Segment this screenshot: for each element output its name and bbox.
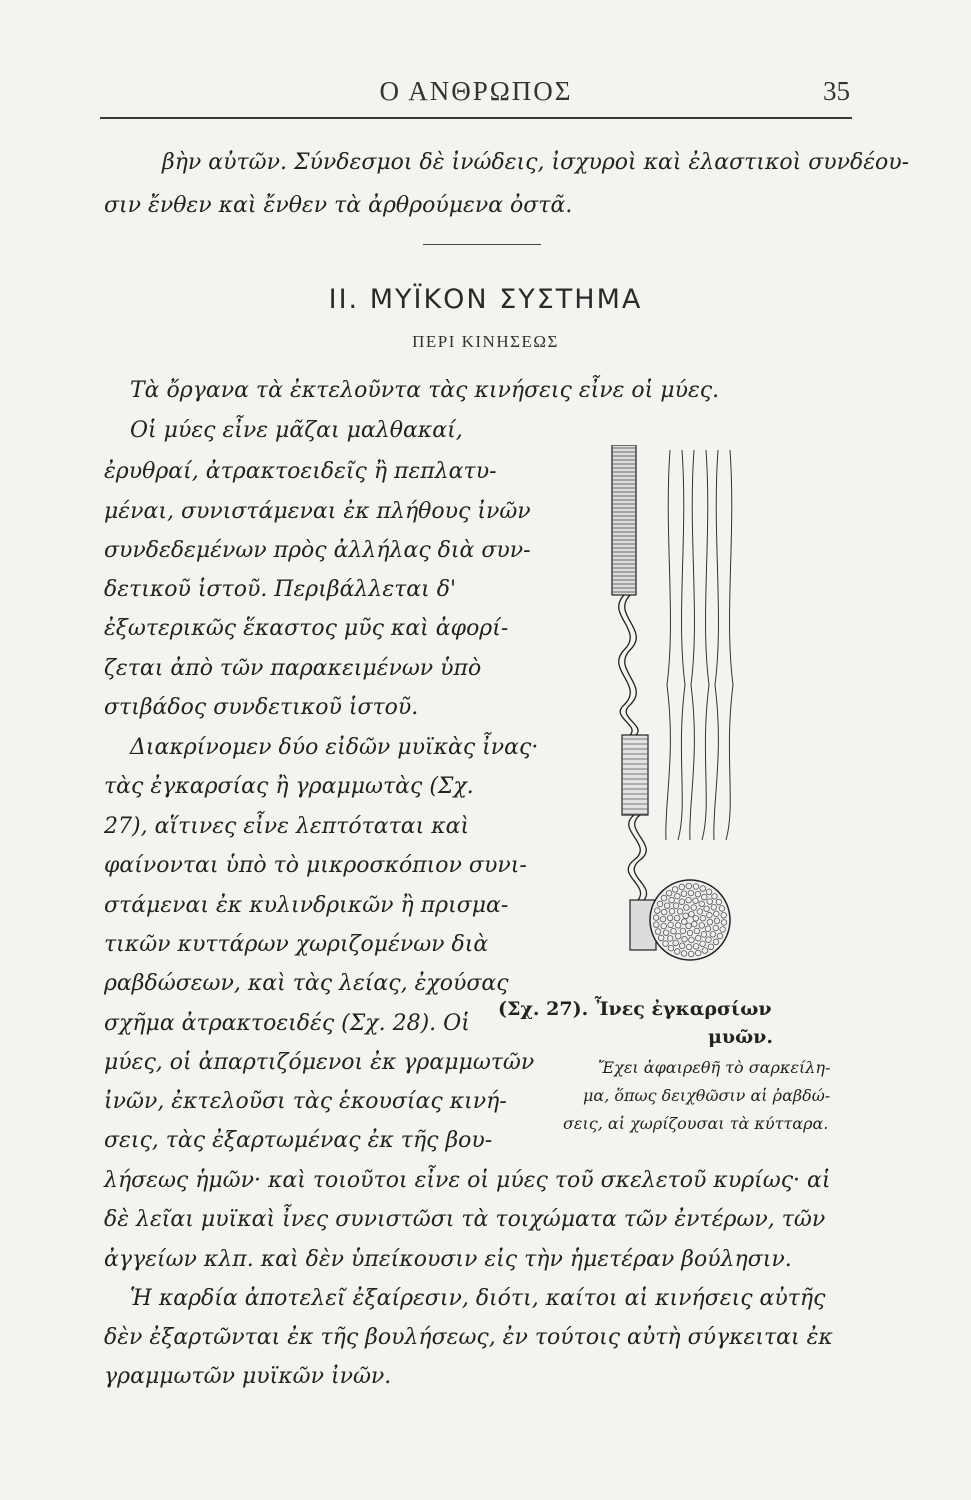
section-title: II. ΜΥΪΚΟΝ ΣΥΣΤΗΜΑ: [328, 284, 643, 315]
body-line: μέναι, συνιστάμεναι ἐκ πλήθους ἰνῶν: [104, 499, 531, 524]
muscle-fiber-strand: [702, 450, 709, 840]
body-line: Ἡ καρδία ἀποτελεῖ ἐξαίρεσιν, διότι, καίτοι αἱ κινήσεις αὐτῆς: [130, 1286, 826, 1311]
fiber-cross-section: [650, 880, 730, 960]
page-number: 35: [823, 76, 850, 106]
body-line: Οἱ μύες εἶνε μᾶζαι μαλθακαί,: [130, 418, 463, 443]
body-line: τικῶν κυττάρων χωριζομένων διὰ: [104, 932, 489, 957]
body-line: μύες, οἱ ἀπαρτιζόμενοι ἐκ γραμμωτῶν: [104, 1050, 535, 1075]
fiber-straight-striated: [612, 445, 636, 595]
body-line: γραμμωτῶν μυϊκῶν ἰνῶν.: [104, 1364, 392, 1389]
figure-caption-title: (Σχ. 27). Ἶνες ἐγκαρσίων: [498, 998, 772, 1020]
section-divider: [423, 244, 541, 245]
body-line: σχῆμα ἀτρακτοειδές (Σχ. 28). Οἱ: [104, 1011, 470, 1036]
body-line: στιβάδος συνδετικοῦ ἱστοῦ.: [104, 695, 419, 720]
body-line: δὲν ἐξαρτῶνται ἐκ τῆς βουλήσεως, ἐν τούτοις αὐτὴ σύγκειται ἐκ: [104, 1325, 833, 1350]
body-line: ζεται ἀπὸ τῶν παρακειμένων ὑπὸ: [104, 656, 482, 681]
figure-caption-line: Ἔχει ἀφαιρεθῆ τὸ σαρκείλη-: [598, 1058, 831, 1077]
intro-line: σιν ἔνθεν καὶ ἔνθεν τὰ ἀρθρούμενα ὀστᾶ.: [104, 193, 573, 218]
muscle-fiber-figure: [600, 445, 760, 990]
running-header: [100, 72, 852, 112]
body-line: λήσεως ἡμῶν· καὶ τοιοῦτοι εἶνε οἱ μύες τοῦ σκελετοῦ κυρίως· αἱ: [104, 1168, 831, 1193]
figure-caption-title-cont: μυῶν.: [708, 1026, 773, 1048]
body-line: 27), αἵτινες εἶνε λεπτόταται καὶ: [104, 814, 470, 839]
muscle-fiber-strand: [666, 450, 671, 840]
header-rule: [100, 117, 852, 119]
muscle-fiber-strand: [726, 450, 733, 840]
section-subtitle: ΠΕΡΙ ΚΙΝΗΣΕΩΣ: [412, 332, 559, 351]
body-line: φαίνονται ὑπὸ τὸ μικροσκόπιον συνι-: [104, 853, 527, 878]
running-title: Ο ΑΝΘΡΩΠΟΣ: [379, 76, 573, 106]
body-line: ραβδώσεων, καὶ τὰς λείας, ἐχούσας: [104, 971, 509, 996]
figure-caption-line: μα, ὅπως δειχθῶσιν αἱ ῥαβδώ-: [583, 1086, 831, 1105]
intro-line: βὴν αὐτῶν. Σύνδεσμοι δὲ ἰνώδεις, ἰσχυροὶ καὶ ἐλαστικοὶ συνδέου-: [162, 150, 910, 175]
body-line: δὲ λεῖαι μυϊκαὶ ἶνες συνιστῶσι τὰ τοιχώματα τῶν ἐντέρων, τῶν: [104, 1207, 826, 1232]
fiber-coiled-ribbon: [619, 595, 638, 735]
body-line: ἐξωτερικῶς ἕκαστος μῦς καὶ ἀφορί-: [104, 616, 509, 641]
body-line: σεις, τὰς ἐξαρτωμένας ἐκ τῆς βου-: [104, 1128, 493, 1153]
muscle-fiber-strand: [678, 450, 685, 840]
muscle-fiber-strand: [690, 450, 695, 840]
body-line: συνδεδεμένων πρὸς ἀλλήλας διὰ συν-: [104, 538, 531, 563]
figure-caption-line: σεις, αἱ χωρίζουσαι τὰ κύτταρα.: [563, 1114, 829, 1133]
body-line: ἐρυθραί, ἀτρακτοειδεῖς ἢ πεπλατυ-: [104, 459, 497, 484]
fiber-bundle: [666, 450, 733, 840]
body-line: Τὰ ὄργανα τὰ ἐκτελοῦντα τὰς κινήσεις εἶνε οἱ μύες.: [130, 378, 720, 403]
muscle-fiber-strand: [714, 450, 719, 840]
body-line: Διακρίνομεν δύο εἰδῶν μυϊκὰς ἶνας·: [130, 735, 539, 760]
body-line: ἀγγείων κλπ. καὶ δὲν ὑπείκουσιν εἰς τὴν ἡμετέραν βούλησιν.: [104, 1247, 792, 1272]
fiber-cylinder-segment: [622, 735, 648, 815]
body-line: δετικοῦ ἱστοῦ. Περιβάλλεται δ': [104, 577, 457, 602]
body-line: ἰνῶν, ἐκτελοῦσι τὰς ἑκουσίας κινή-: [104, 1089, 507, 1114]
body-line: τὰς ἐγκαρσίας ἢ γραμμωτὰς (Σχ.: [104, 774, 474, 799]
body-line: στάμεναι ἐκ κυλινδρικῶν ἢ πρισμα-: [104, 893, 509, 918]
